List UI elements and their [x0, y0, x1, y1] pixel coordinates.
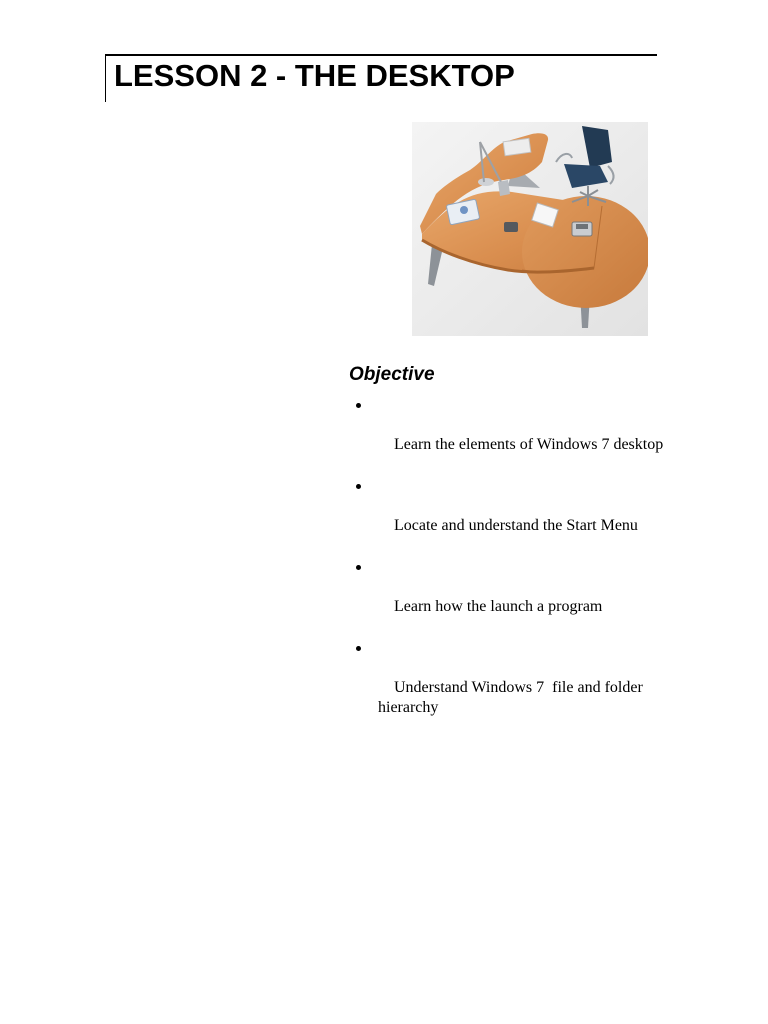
office-desk-photo	[412, 122, 648, 336]
office-desk-illustration	[412, 122, 648, 336]
bullet-icon	[356, 646, 361, 651]
objective-item	[355, 557, 675, 637]
objective-item-text: Learn the elements of Windows 7 desktop	[394, 436, 664, 453]
objective-item-text: Understand Windows 7 file and folder hierarchy	[378, 679, 647, 716]
title-left-rule	[105, 54, 106, 102]
objective-item	[355, 395, 675, 475]
objective-item-text: Locate and understand the Start Menu	[394, 517, 638, 534]
bullet-icon	[356, 565, 361, 570]
objective-item-text: Learn how the launch a program	[394, 598, 603, 615]
objective-item	[355, 638, 675, 738]
bullet-icon	[356, 484, 361, 489]
page-title: LESSON 2 - THE DESKTOP	[114, 58, 515, 93]
objective-list	[355, 395, 675, 739]
objective-heading: Objective	[349, 364, 435, 385]
bullet-icon	[356, 403, 361, 408]
title-top-rule	[105, 54, 657, 56]
objective-item	[355, 476, 675, 556]
